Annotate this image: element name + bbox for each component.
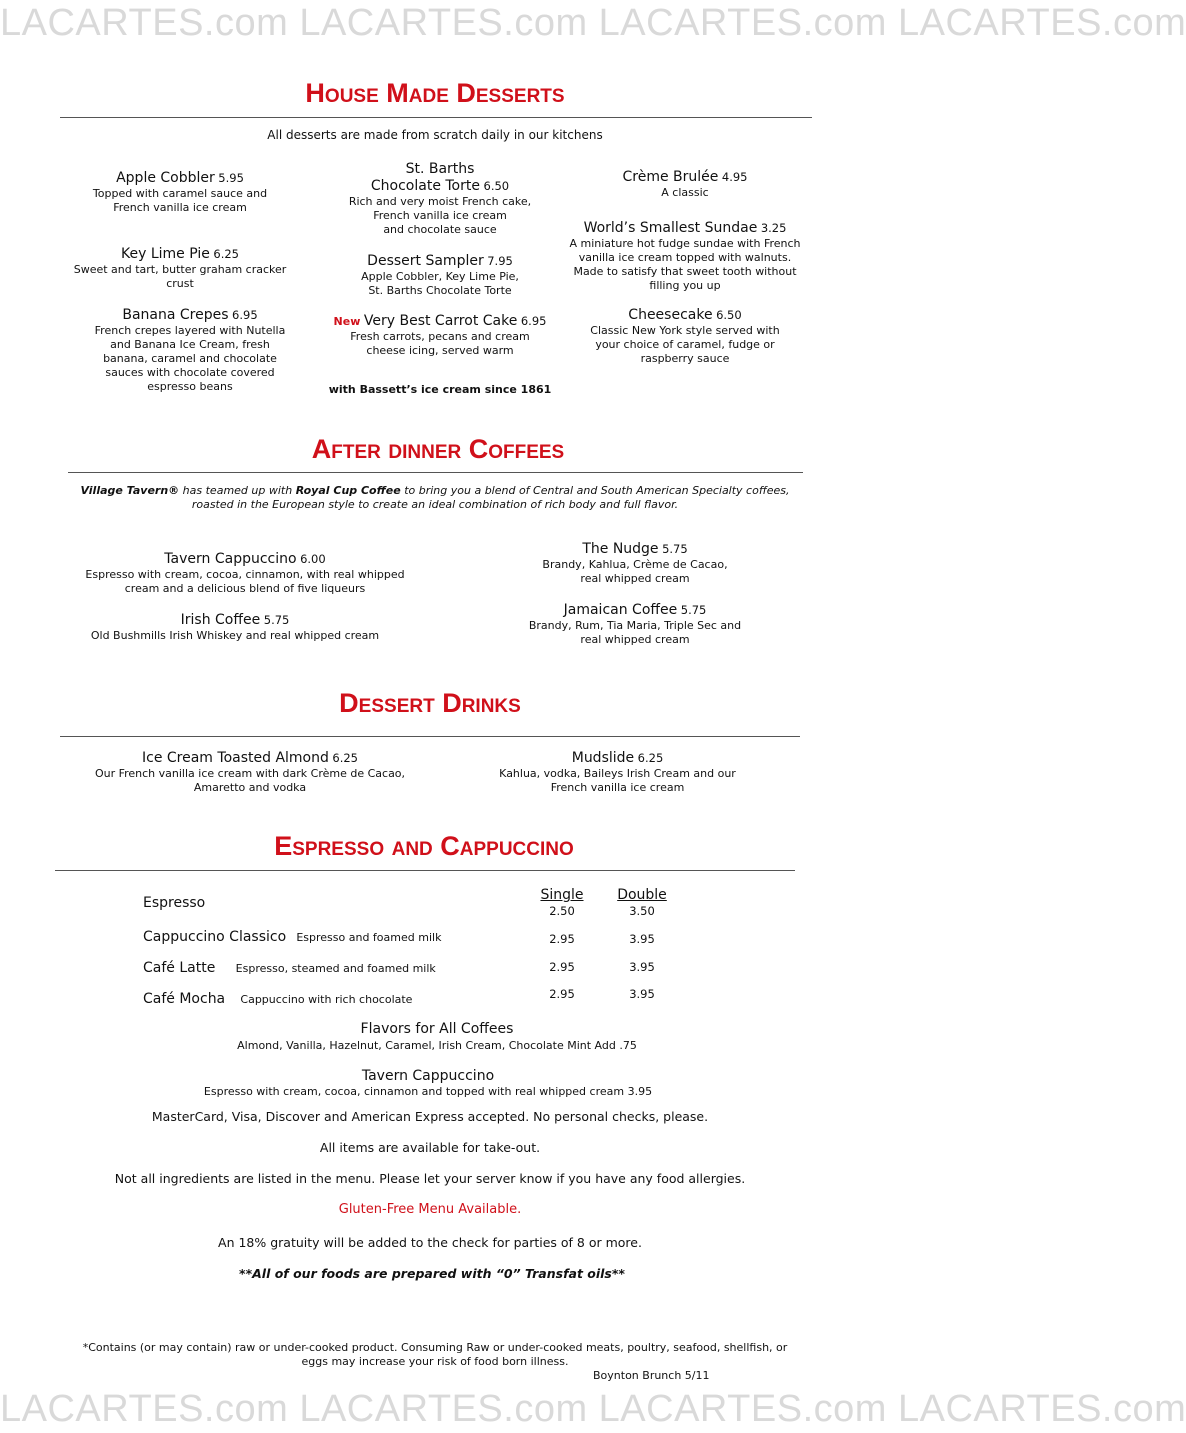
item-desc: Fresh carrots, pecans and cream bbox=[350, 330, 530, 343]
item-price: 6.95 bbox=[520, 314, 547, 328]
allergy-note: Not all ingredients are listed in the menu. Please let your server know if you have any food allergies. bbox=[114, 1171, 746, 1186]
item-desc: French vanilla ice cream bbox=[113, 201, 247, 214]
drink-item bbox=[60, 750, 440, 795]
takeout-note: All items are available for take-out. bbox=[319, 1140, 541, 1155]
drink-item bbox=[480, 750, 755, 795]
desserts-subtitle: All desserts are made from scratch daily in our kitchens bbox=[267, 128, 603, 142]
item-desc: French crepes layered with Nutella bbox=[94, 324, 286, 337]
item-desc: Espresso with cream, cocoa, cinnamon, with real whipped bbox=[85, 568, 405, 581]
item-desc: Brandy, Kahlua, Crème de Cacao, bbox=[542, 558, 728, 571]
transfat-note: **All of our foods are prepared with “0” Transfat oils** bbox=[239, 1266, 625, 1281]
item-price: 6.50 bbox=[716, 308, 742, 322]
item-name: The Nudge bbox=[582, 541, 659, 557]
dessert-item bbox=[310, 313, 570, 358]
item-name: Very Best Carrot Cake bbox=[363, 313, 518, 329]
dessert-item bbox=[320, 161, 560, 237]
item-price: 6.25 bbox=[637, 751, 664, 765]
item-desc: Made to satisfy that sweet tooth without bbox=[573, 265, 797, 278]
espresso-row-single: 2.95 bbox=[549, 932, 575, 946]
item-price: 6.25 bbox=[332, 751, 358, 765]
tavern-cappuccino-title: Tavern Cappuccino bbox=[361, 1068, 495, 1084]
desserts-title: House Made Desserts bbox=[305, 78, 565, 108]
item-desc: filling you up bbox=[649, 279, 721, 292]
item-desc: Old Bushmills Irish Whiskey and real whipped cream bbox=[90, 629, 380, 642]
intro-text: to bring you a blend of Central and South American Specialty coffees, bbox=[400, 484, 790, 497]
disclaimer-line: eggs may increase your risk of food born illness. bbox=[301, 1355, 569, 1368]
coffees-intro bbox=[0, 484, 870, 512]
item-price: 5.75 bbox=[662, 542, 688, 556]
coffees-title: After dinner Coffees bbox=[311, 434, 565, 464]
item-name: Crème Brulée bbox=[622, 169, 719, 185]
watermark-top: LACARTES.com LACARTES.com LACARTES.com LACARTES.com bbox=[0, 2, 1186, 44]
item-desc: Classic New York style served with bbox=[590, 324, 780, 337]
espresso-row-name: Espresso bbox=[143, 895, 206, 911]
item-desc: real whipped cream bbox=[580, 633, 690, 646]
coffee-item bbox=[505, 602, 765, 647]
item-price: 6.00 bbox=[300, 552, 326, 566]
desserts-rule bbox=[60, 117, 812, 118]
espresso-row-name: Café Mocha bbox=[143, 991, 226, 1007]
item-desc: cheese icing, served warm bbox=[366, 344, 514, 357]
item-desc: and chocolate sauce bbox=[383, 223, 497, 236]
menu-version: Boynton Brunch 5/11 bbox=[593, 1369, 710, 1382]
item-desc: French vanilla ice cream bbox=[550, 781, 685, 794]
item-name: Jamaican Coffee bbox=[563, 602, 678, 618]
item-name: Mudslide bbox=[571, 750, 635, 766]
espresso-row-double: 3.95 bbox=[629, 932, 655, 946]
item-price: 5.75 bbox=[680, 603, 707, 617]
item-name: Key Lime Pie bbox=[121, 246, 210, 262]
item-name: Dessert Sampler bbox=[367, 253, 484, 269]
watermark-bottom: LACARTES.com LACARTES.com LACARTES.com LACARTES.com bbox=[0, 1388, 1186, 1430]
item-name: Banana Crepes bbox=[122, 307, 229, 323]
gluten-free-note: Gluten-Free Menu Available. bbox=[338, 1202, 522, 1217]
espresso-row-single: 2.95 bbox=[549, 960, 575, 974]
item-desc: espresso beans bbox=[147, 380, 233, 393]
item-desc: Brandy, Rum, Tia Maria, Triple Sec and bbox=[528, 619, 742, 632]
item-desc: and Banana Ice Cream, fresh bbox=[110, 338, 270, 351]
item-desc: A classic bbox=[661, 186, 709, 199]
dessert-item bbox=[60, 307, 320, 394]
item-name: Apple Cobbler bbox=[116, 170, 215, 186]
espresso-row-double: 3.95 bbox=[629, 960, 655, 974]
espresso-row bbox=[143, 957, 436, 976]
item-desc: Topped with caramel sauce and bbox=[92, 187, 268, 200]
intro-brand: Royal Cup Coffee bbox=[295, 484, 401, 497]
espresso-row-desc: Espresso and foamed milk bbox=[296, 931, 442, 944]
item-desc: banana, caramel and chocolate bbox=[103, 352, 277, 365]
col-single-header: Single bbox=[540, 887, 584, 903]
espresso-row-double: 3.95 bbox=[629, 987, 655, 1001]
dessert-item bbox=[320, 253, 560, 298]
intro-text: roasted in the European style to create an ideal combination of rich body and full flavor. bbox=[191, 498, 679, 511]
new-badge: New bbox=[333, 315, 361, 328]
item-desc: A miniature hot fudge sundae with French bbox=[569, 237, 801, 250]
dessert-item bbox=[560, 220, 810, 293]
item-name: Cheesecake bbox=[628, 307, 713, 323]
item-desc: Rich and very moist French cake, bbox=[348, 195, 532, 208]
item-desc: St. Barths Chocolate Torte bbox=[368, 284, 512, 297]
coffee-item bbox=[60, 551, 430, 596]
item-price: 5.95 bbox=[218, 171, 244, 185]
intro-text: has teamed up with bbox=[179, 484, 296, 497]
item-price: 7.95 bbox=[487, 254, 513, 268]
item-name: World’s Smallest Sundae bbox=[583, 220, 758, 236]
espresso-row bbox=[143, 988, 412, 1007]
coffee-item bbox=[60, 612, 410, 643]
dessert-item bbox=[565, 169, 805, 200]
espresso-row-double: 3.50 bbox=[629, 904, 655, 918]
item-price: 4.95 bbox=[721, 170, 748, 184]
gratuity-note: An 18% gratuity will be added to the check for parties of 8 or more. bbox=[218, 1235, 642, 1250]
item-price: 6.50 bbox=[483, 179, 510, 193]
item-price: 3.25 bbox=[760, 221, 787, 235]
espresso-row-name: Café Latte bbox=[143, 960, 216, 976]
item-desc: sauces with chocolate covered bbox=[105, 366, 275, 379]
item-name: Chocolate Torte bbox=[370, 178, 480, 194]
item-price: 5.75 bbox=[263, 613, 290, 627]
flavors-title: Flavors for All Coffees bbox=[360, 1021, 514, 1037]
espresso-row bbox=[143, 926, 441, 945]
item-desc: raspberry sauce bbox=[640, 352, 730, 365]
espresso-row-desc: Espresso, steamed and foamed milk bbox=[235, 962, 436, 975]
espresso-row-single: 2.50 bbox=[549, 904, 575, 918]
item-desc: Amaretto and vodka bbox=[193, 781, 307, 794]
item-desc: Sweet and tart, butter graham cracker bbox=[73, 263, 287, 276]
espresso-row-desc: Cappuccino with rich chocolate bbox=[240, 993, 413, 1006]
coffee-item bbox=[505, 541, 765, 586]
dessert-item bbox=[60, 170, 300, 215]
item-price: 6.25 bbox=[213, 247, 239, 261]
flavors-text: Almond, Vanilla, Hazelnut, Caramel, Irish Cream, Chocolate Mint Add .75 bbox=[237, 1039, 637, 1052]
drinks-title: Dessert Drinks bbox=[339, 688, 521, 718]
dessert-item bbox=[60, 246, 300, 291]
espresso-title: Espresso and Cappuccino bbox=[274, 831, 574, 861]
item-name: Ice Cream Toasted Almond bbox=[142, 750, 329, 766]
disclaimer-line: *Contains (or may contain) raw or under-cooked product. Consuming Raw or under-cooked meats, poultry, seafood, shellfish, or bbox=[82, 1341, 788, 1354]
item-name: Tavern Cappuccino bbox=[164, 551, 297, 567]
icecream-footnote: with Bassett’s ice cream since 1861 bbox=[328, 383, 552, 396]
item-desc: Our French vanilla ice cream with dark Crème de Cacao, bbox=[94, 767, 406, 780]
intro-brand: Village Tavern® bbox=[80, 484, 180, 497]
item-price: 6.95 bbox=[232, 308, 258, 322]
item-desc: cream and a delicious blend of five liqueurs bbox=[124, 582, 366, 595]
item-desc: crust bbox=[166, 277, 194, 290]
item-desc: Apple Cobbler, Key Lime Pie, bbox=[361, 270, 519, 283]
coffees-rule bbox=[68, 472, 803, 473]
item-desc: Kahlua, vodka, Baileys Irish Cream and our bbox=[499, 767, 736, 780]
item-desc: vanilla ice cream topped with walnuts. bbox=[578, 251, 792, 264]
espresso-row-single: 2.95 bbox=[549, 987, 575, 1001]
espresso-rule bbox=[55, 870, 795, 871]
espresso-row-name: Cappuccino Classico bbox=[143, 929, 287, 945]
tavern-cappuccino-text: Espresso with cream, cocoa, cinnamon and topped with real whipped cream 3.95 bbox=[203, 1085, 653, 1098]
item-desc: French vanilla ice cream bbox=[373, 209, 507, 222]
item-name: Irish Coffee bbox=[180, 612, 261, 628]
dessert-item bbox=[560, 307, 810, 366]
item-name: St. Barths bbox=[405, 161, 475, 177]
item-desc: real whipped cream bbox=[580, 572, 690, 585]
raw-disclaimer bbox=[0, 1341, 870, 1369]
drinks-rule bbox=[60, 736, 800, 737]
item-desc: your choice of caramel, fudge or bbox=[595, 338, 775, 351]
payment-note: MasterCard, Visa, Discover and American Express accepted. No personal checks, please. bbox=[151, 1109, 709, 1124]
col-double-header: Double bbox=[617, 887, 667, 903]
